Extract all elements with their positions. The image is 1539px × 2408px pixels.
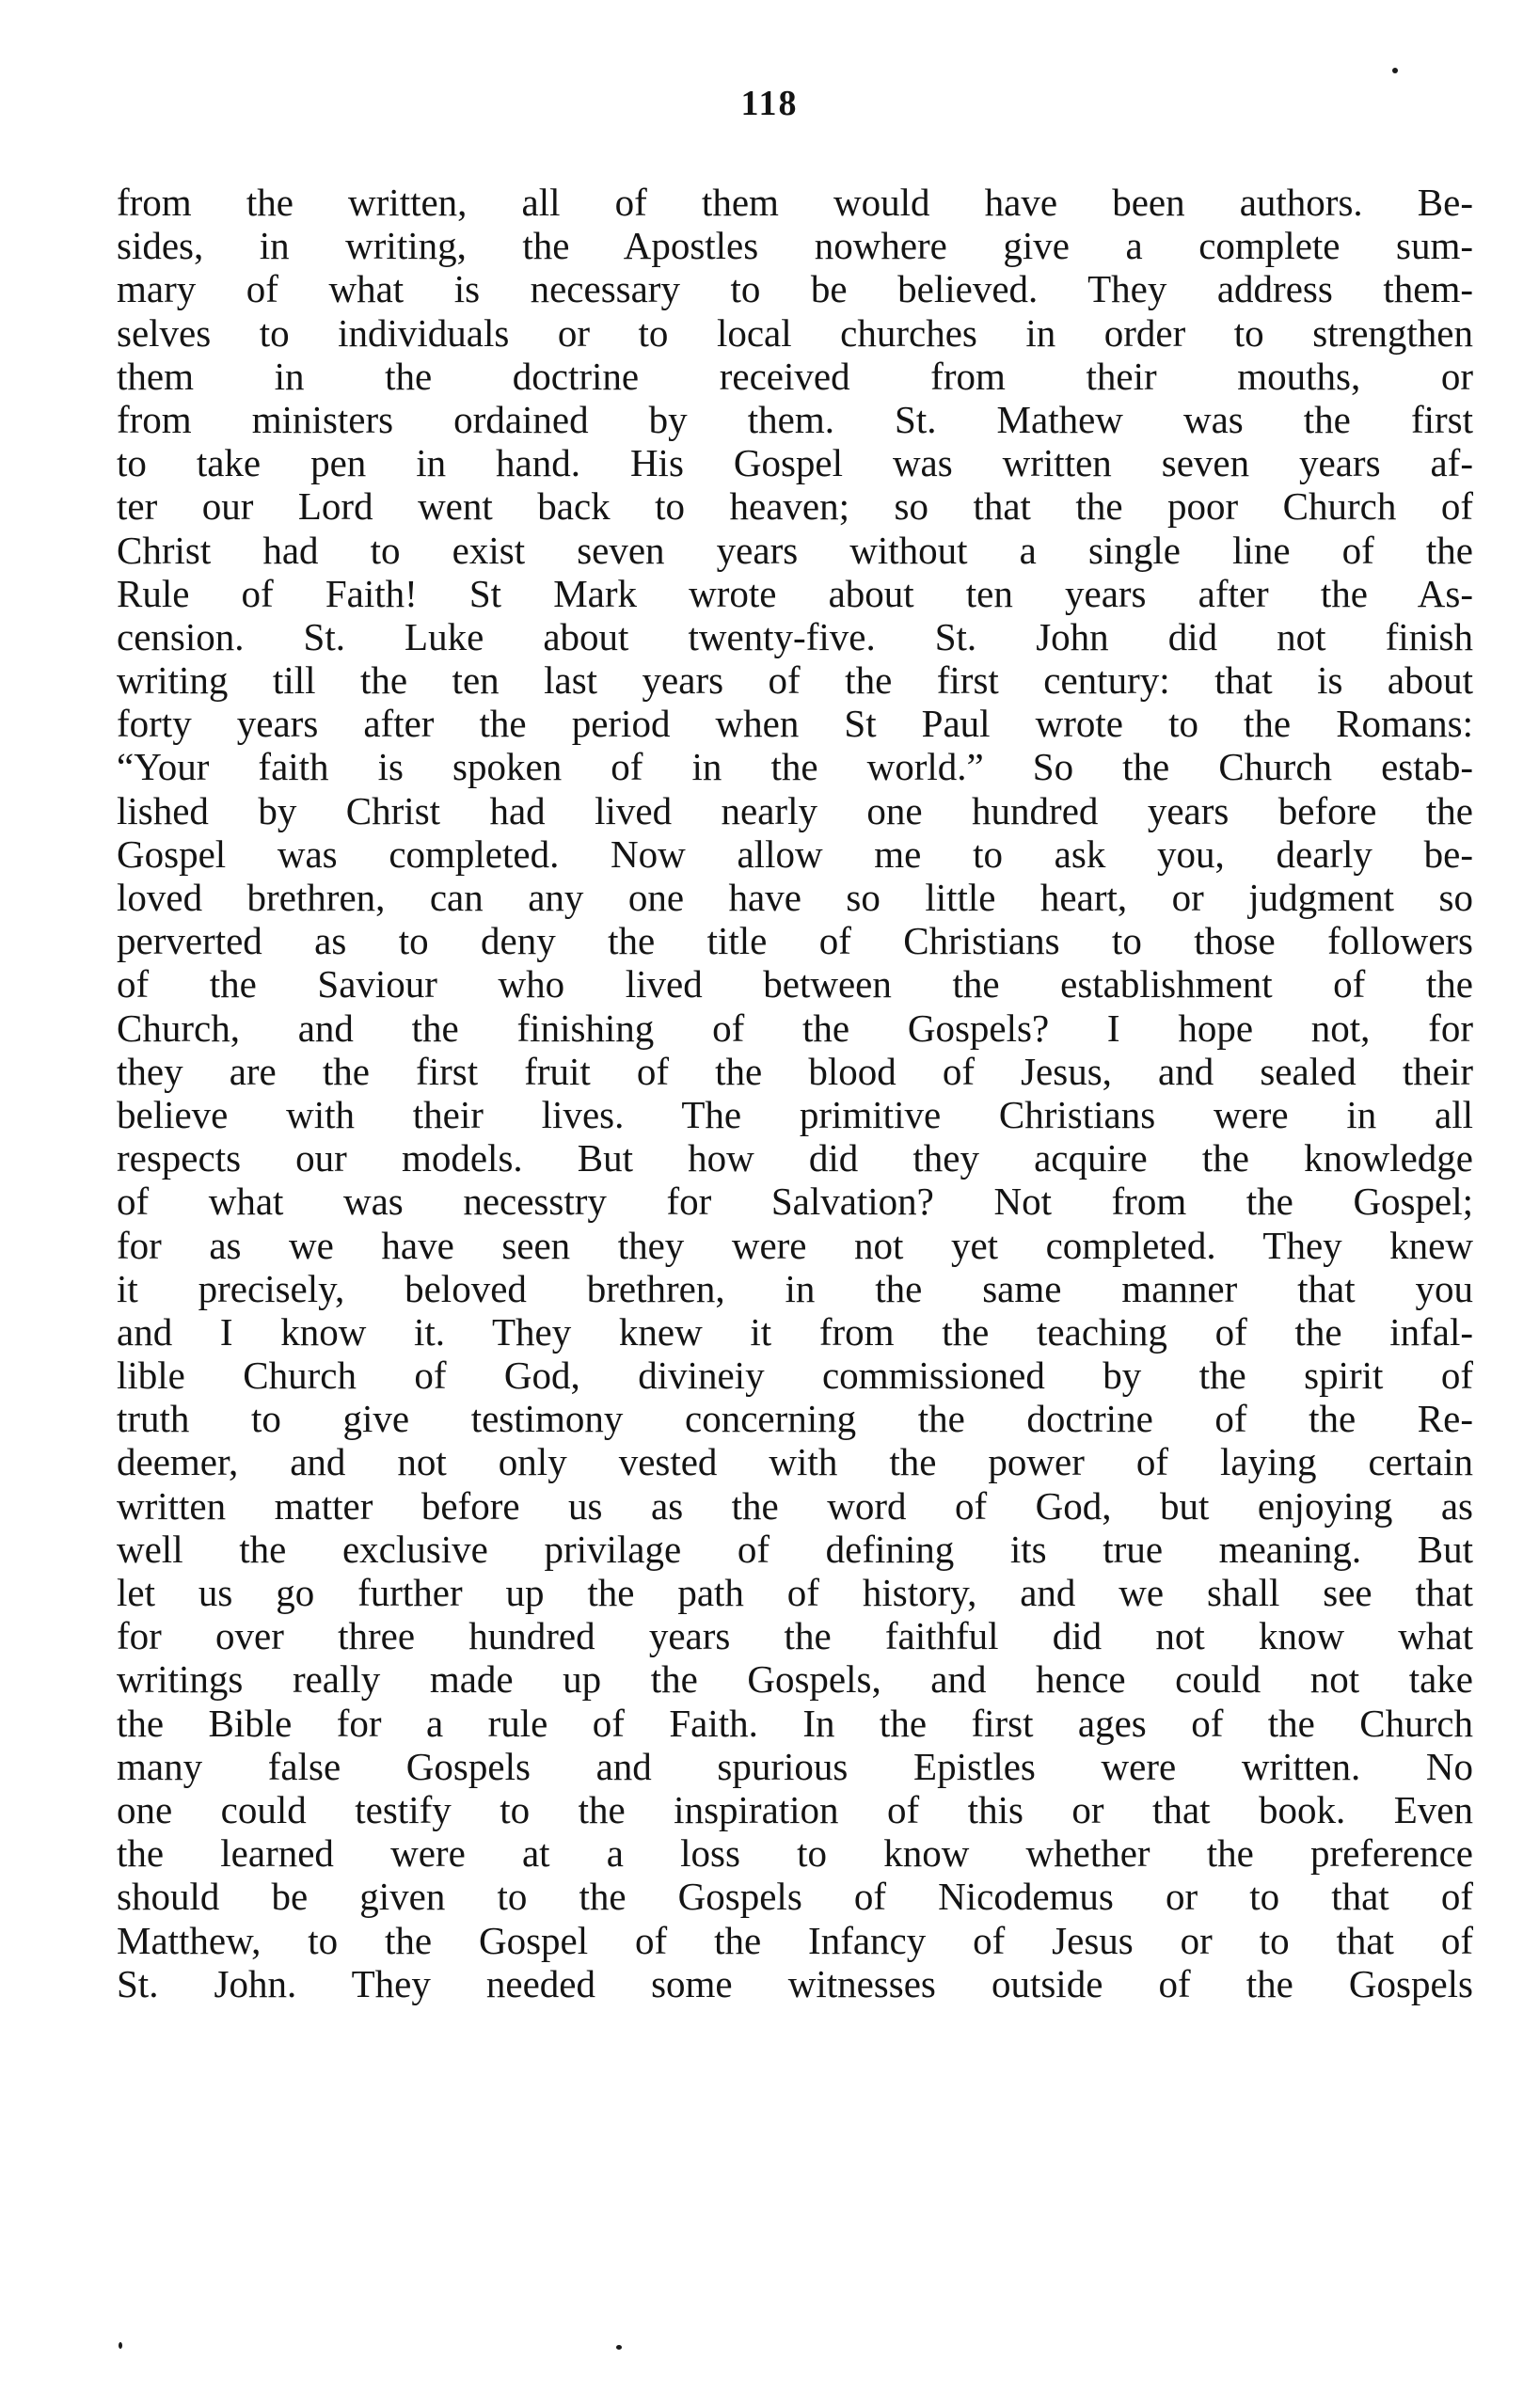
- text-line: from ministers ordained by them. St. Mathew was the first: [117, 397, 1473, 441]
- text-line: to take pen in hand. His Gospel was written seven years af-: [117, 441, 1473, 485]
- text-line: writing till the ten last years of the first century: that is about: [117, 658, 1473, 703]
- text-line: mary of what is necessary to be believed. They address them-: [117, 267, 1473, 311]
- text-line: of what was necesstry for Salvation? Not from the Gospel;: [117, 1180, 1473, 1224]
- text-line: truth to give testimony concerning the doctrine of the Re-: [117, 1397, 1473, 1441]
- text-line: it precisely, beloved brethren, in the same manner that you: [117, 1266, 1473, 1310]
- text-line: written matter before us as the word of God, but enjoying as: [117, 1483, 1473, 1528]
- text-line: lished by Christ had lived nearly one hundred years before the: [117, 788, 1473, 832]
- text-line: they are the first fruit of the blood of Jesus, and sealed their: [117, 1049, 1473, 1093]
- text-line: writings really made up the Gospels, and hence could not take: [117, 1657, 1473, 1702]
- scan-speck: [1392, 68, 1398, 73]
- text-line: well the exclusive privilage of defining its true meaning. But: [117, 1527, 1473, 1571]
- text-line: believe with their lives. The primitive Christians were in all: [117, 1092, 1473, 1136]
- text-line: Matthew, to the Gospel of the Infancy of Jesus or to that of: [117, 1918, 1473, 1962]
- text-line: loved brethren, can any one have so little heart, or judgment so: [117, 876, 1473, 919]
- text-line: deemer, and not only vested with the power of laying certain: [117, 1440, 1473, 1484]
- text-line: Rule of Faith! St Mark wrote about ten years after the As-: [117, 571, 1473, 615]
- text-line: should be given to the Gospels of Nicodemus or to that of: [117, 1875, 1473, 1919]
- text-line: from the written, all of them would have been authors. Be-: [117, 181, 1473, 224]
- text-line: them in the doctrine received from their mouths, or: [117, 354, 1473, 398]
- text-line: for as we have seen they were not yet completed. They knew: [117, 1223, 1473, 1267]
- text-line: sides, in writing, the Apostles nowhere give a complete sum-: [117, 224, 1473, 268]
- text-line: Church, and the finishing of the Gospels? I hope not, for: [117, 1006, 1473, 1050]
- text-line: the Bible for a rule of Faith. In the first ages of the Church: [117, 1701, 1473, 1745]
- text-line: Christ had to exist seven years without a single line of the: [117, 528, 1473, 572]
- scan-speck: [616, 2345, 622, 2350]
- scan-speck: [119, 2342, 122, 2349]
- text-line: and I know it. They knew it from the teaching of the infal-: [117, 1309, 1473, 1354]
- text-line: forty years after the period when St Paul wrote to the Romans:: [117, 702, 1473, 746]
- text-line: of the Saviour who lived between the establishment of the: [117, 962, 1473, 1006]
- text-line: St. John. They needed some witnesses outside of the Gospels: [117, 1961, 1473, 2005]
- text-line: “Your faith is spoken of in the world.” So the Church estab-: [117, 745, 1473, 789]
- page-number: 118: [740, 84, 799, 123]
- text-line: let us go further up the path of history, and we shall see that: [117, 1571, 1473, 1614]
- text-line: the learned were at a loss to know whether the preference: [117, 1831, 1473, 1876]
- text-line: respects our models. But how did they acquire the knowledge: [117, 1136, 1473, 1180]
- text-line: lible Church of God, divineiy commissioned by the spirit of: [117, 1354, 1473, 1398]
- text-line: cension. St. Luke about twenty-five. St. John did not finish: [117, 614, 1473, 658]
- text-line: selves to individuals or to local churches in order to strengthen: [117, 310, 1473, 355]
- body-text: [117, 181, 1473, 2005]
- text-line: one could testify to the inspiration of this or that book. Even: [117, 1787, 1473, 1831]
- text-line: for over three hundred years the faithful did not know what: [117, 1614, 1473, 1658]
- text-line: perverted as to deny the title of Christians to those followers: [117, 919, 1473, 963]
- text-line: Gospel was completed. Now allow me to ask you, dearly be-: [117, 832, 1473, 876]
- text-line: ter our Lord went back to heaven; so that the poor Church of: [117, 484, 1473, 529]
- text-line: many false Gospels and spurious Epistles were written. No: [117, 1744, 1473, 1788]
